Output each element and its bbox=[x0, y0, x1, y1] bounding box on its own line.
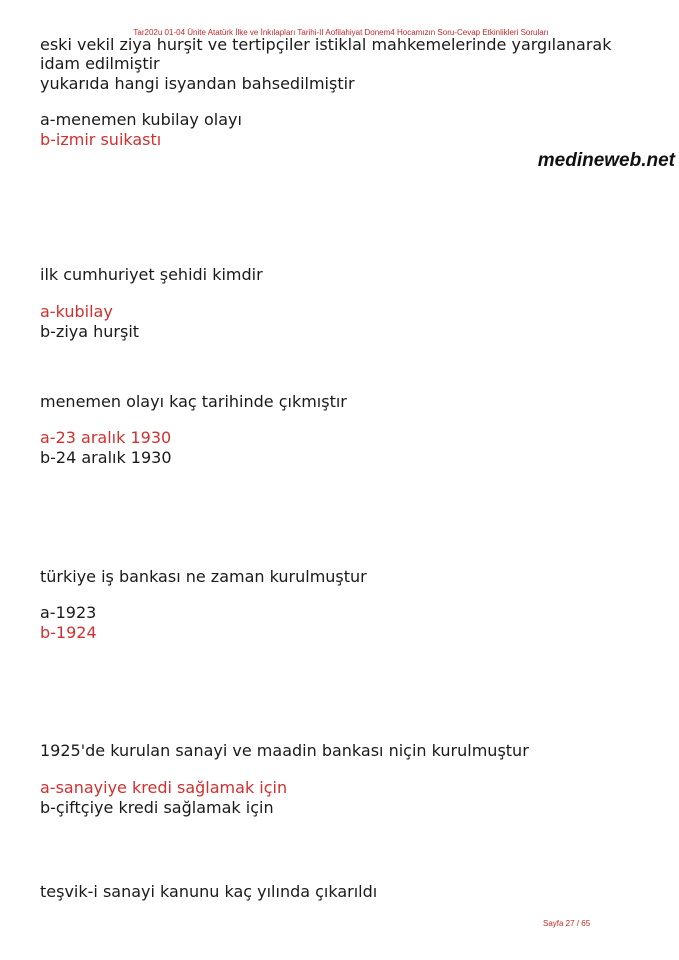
document-header-title: Tar202u 01-04 Ünite Atatürk İlke ve İnkılapları Tarihi-II Aofilahiyat Donem4 Hocamızın Soru-Cevap Etkinlikleri Soruları bbox=[133, 28, 549, 37]
question-5-option-b: b-çiftçiye kredi sağlamak için bbox=[40, 798, 274, 817]
question-6-text: teşvik-i sanayi kanunu kaç yılında çıkarıldı bbox=[40, 882, 378, 901]
question-5-option-a-correct: a-sanayiye kredi sağlamak için bbox=[40, 778, 288, 797]
question-1-text-line-1: eski vekil ziya hurşit ve tertipçiler istiklal mahkemelerinde yargılanarak bbox=[40, 35, 612, 54]
site-watermark: medineweb.net bbox=[537, 150, 675, 171]
question-3-option-a-correct: a-23 aralık 1930 bbox=[40, 428, 172, 447]
question-4-text: türkiye iş bankası ne zaman kurulmuştur bbox=[40, 567, 367, 586]
question-2-option-b: b-ziya hurşit bbox=[40, 322, 140, 341]
question-1-option-a: a-menemen kubilay olayı bbox=[40, 110, 242, 129]
question-3-option-b: b-24 aralık 1930 bbox=[40, 448, 172, 467]
page-number: Sayfa 27 / 65 bbox=[543, 919, 591, 928]
question-4-option-b-correct: b-1924 bbox=[40, 623, 97, 642]
question-2-option-a-correct: a-kubilay bbox=[40, 302, 113, 321]
question-4-option-a: a-1923 bbox=[40, 603, 97, 622]
question-1-text-line-2: idam edilmiştir bbox=[40, 54, 160, 73]
question-1-option-b-correct: b-izmir suikastı bbox=[40, 130, 162, 149]
question-1-text-line-3: yukarıda hangi isyandan bahsedilmiştir bbox=[40, 74, 355, 93]
question-2-text: ilk cumhuriyet şehidi kimdir bbox=[40, 265, 263, 284]
question-3-text: menemen olayı kaç tarihinde çıkmıştır bbox=[40, 392, 347, 411]
question-5-text: 1925'de kurulan sanayi ve maadin bankası niçin kurulmuştur bbox=[40, 741, 529, 760]
